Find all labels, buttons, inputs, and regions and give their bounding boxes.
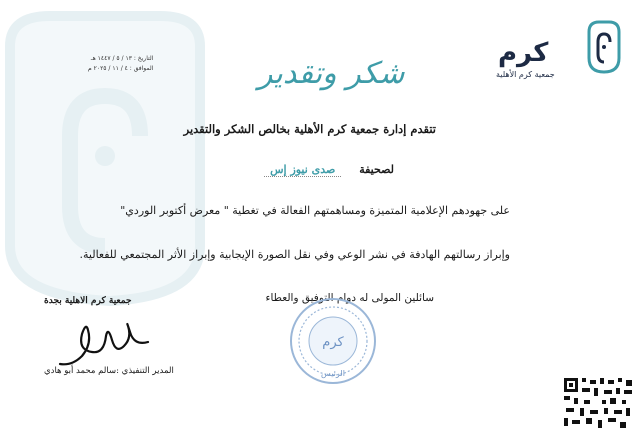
- closing-line: سائلين المولى له دوام التوفيق والعطاء: [265, 292, 434, 304]
- body-line-2: وإبراز رسالتهم الهادفة في نشر الوعي وفي نقل الصورة الإيجابية وإبراز الأثر المجتمعي للفعالية.: [79, 248, 510, 261]
- recipient-line: [264, 163, 394, 176]
- watermark-logo: [0, 6, 220, 306]
- signer-name: المدير التنفيذي :سالم محمد أبو هادي: [44, 366, 174, 376]
- date-box: [88, 54, 153, 74]
- svg-text:الرئيس: الرئيس: [321, 369, 345, 378]
- gregorian-date: الموافق : ٤ / ١١ / ٢٠٢٥ م: [88, 65, 154, 72]
- brand-subtitle: جمعية كرم الأهلية: [496, 70, 555, 79]
- organization-name: جمعية كرم الاهلية بجدة: [44, 296, 132, 306]
- brand-logo: [494, 16, 624, 86]
- recipient-label: لصحيفة: [359, 163, 394, 176]
- brand-name: كرم: [498, 38, 549, 68]
- hijri-date: التاريخ : ١٣ / ٥ / ١٤٤٧ هـ: [90, 55, 154, 62]
- qr-code: [562, 376, 634, 432]
- svg-text:كرم: كرم: [322, 335, 344, 350]
- karam-logo-icon: [584, 20, 624, 74]
- certificate-heading: تتقدم إدارة جمعية كرم الأهلية بخالص الشكر والتقدير: [183, 122, 436, 136]
- certificate-title: شكر وتقدير: [258, 56, 405, 91]
- handwritten-signature: [52, 316, 162, 372]
- official-seal: [288, 296, 378, 386]
- body-line-1: على جهودهم الإعلامية المتميزة ومساهمتهم الفعالة في تغطية " معرض أكتوبر الوردي": [120, 204, 510, 217]
- recipient-name: صدى نيوز إس: [264, 163, 341, 177]
